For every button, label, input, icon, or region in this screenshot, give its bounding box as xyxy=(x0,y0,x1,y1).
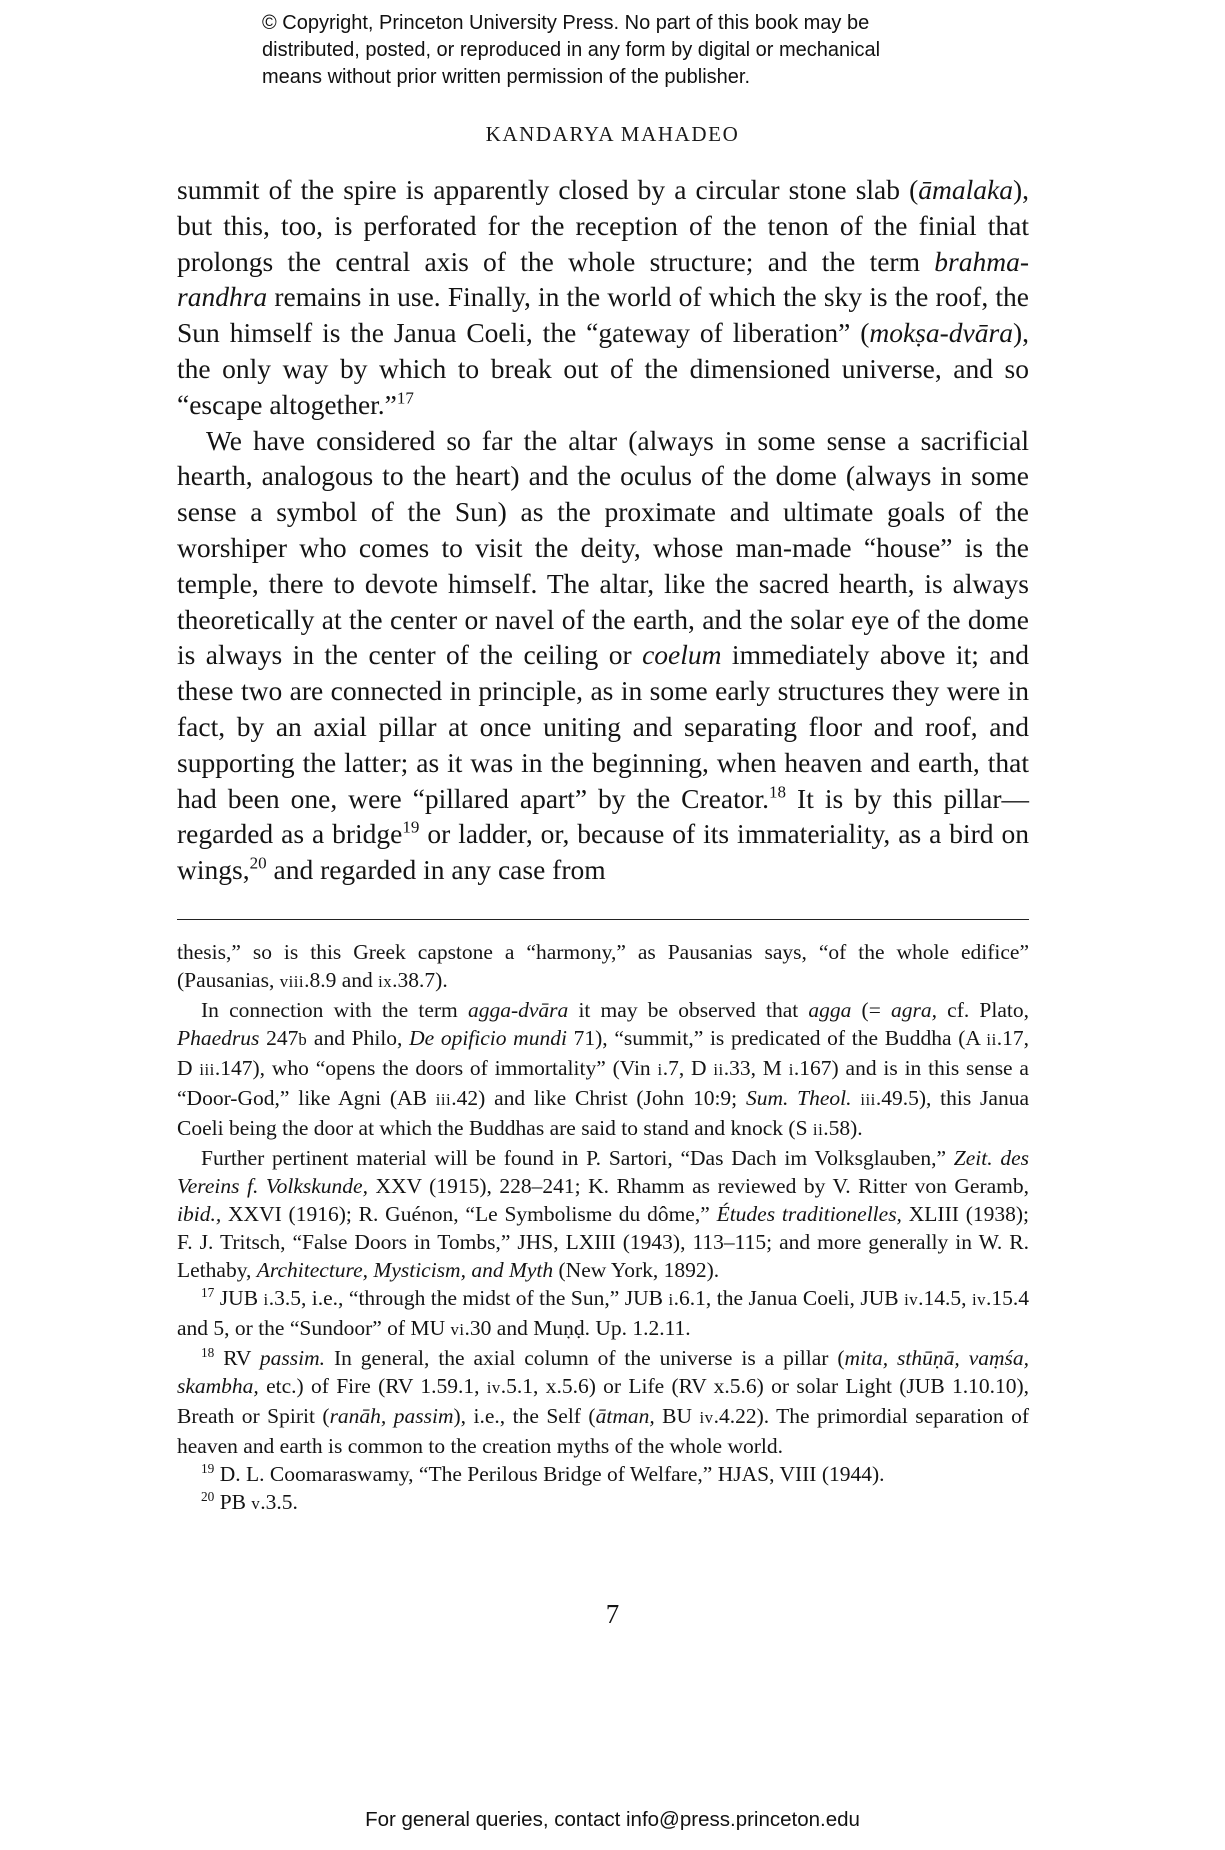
italic-term: coelum xyxy=(642,639,722,671)
footnote-19: $^{19}$ D. L. Coomaraswamy, “The Perilous Bridge of Welfare,” HJAS, VIII (1944). xyxy=(201,1460,885,1486)
paragraph: We have considered so far the altar (always in some sense a sacrificial hearth, analogous to the heart) and the oculus of the dome (always in some sense a symbol of the Sun) as the proximate and ultimate goals of the worshiper who comes to visit the deity, whose man-made “house” is the temple, there to devote himself. The altar, like the sacred hearth, is always theoretically at the center or navel of the earth, and the solar eye of the dome is always in the center of the ceiling or coelum immediately above it; and these two are connected in principle, as in some early structures they were in fact, by an axial pillar at once uniting and separating floor and roof, and supporting the latter; as it was in the beginning, when heaven and earth, that had been one, were “pillared apart” by the Creator.$^{18}$ It is by this pillar—regarded as a bridge$^{19}$ or ladder, or, because of its immateriality, as a bird on wings,$^{20}$ and regarded in any case from xyxy=(177,424,1029,886)
copyright-notice xyxy=(262,10,962,91)
footnote-number: 18 xyxy=(201,1344,215,1360)
footnote-number: 20 xyxy=(201,1488,215,1504)
footnote-divider xyxy=(177,919,1029,920)
copyright-line: © Copyright, Princeton University Press. No part of this book may be xyxy=(262,12,870,34)
footnote-marker: 20 xyxy=(249,853,267,873)
footer-contact: For general queries, contact info@press.princeton.edu xyxy=(365,1808,860,1831)
footnote-marker: 17 xyxy=(396,388,414,408)
footnote-17: $^{17}$ JUB i.3.5, i.e., “through the midst of the Sun,” JUB i.6.1, the Janua Coeli, JUB iv.14.5, iv.15.4 and 5, or the “Sundoor” of MU vi.30 and Muṇḍ. Up. 1.2.11. xyxy=(177,1284,1030,1340)
footnote: In connection with the term agga-dvāra it may be observed that agga (= agra, cf. Plato, Phaedrus 247b and Philo, De opificio mundi 71), “summit,” is predicated of the Buddha (A ii.17, D iii.147), who “opens the doors of immortality” (Vin i.7, D ii.33, M i.167) and is in this sense a “Door-God,” like Agni (AB iii.42) and like Christ (John 10:9; Sum. Theol. iii.49.5), this Janua Coeli being the door at which the Buddhas are said to stand and knock (S ii.58). xyxy=(177,998,1029,1140)
paragraph: summit of the spire is apparently closed by a circular stone slab (āmalaka), but this, too, is perforated for the reception of the tenon of the finial that prolongs the central axis of the whole structure; and the term brahma-randhra remains in use. Finally, in the world of which the sky is the roof, the Sun himself is the Janua Coeli, the “gateway of liberation” (mokṣa-dvāra), the only way by which to break out of the dimensioned universe, and so “escape altogether.”$^{17}$ xyxy=(177,174,1029,420)
copyright-line: means without prior written permission of the publisher. xyxy=(262,66,751,88)
page-number: 7 xyxy=(605,1599,620,1629)
footnote: thesis,” so is this Greek capstone a “harmony,” as Pausanias says, “of the whole edifice” (Pausanias, viii.8.9 and ix.38.7). xyxy=(177,940,1029,992)
footnote-18: $^{18}$ RV passim. In general, the axial column of the universe is a pillar (mita, sthūṇā, vaṃśa, skambha, etc.) of Fire (RV 1.59.1, iv.5.1, x.5.6) or Life (RV x.5.6) or solar Light (JUB 1.10.10), Breath or Spirit (ranāh, passim), i.e., the Self (ātman, BU iv.4.22). The primordial separation of heaven and earth is common to the creation myths of the whole world. xyxy=(177,1344,1030,1458)
italic-term: brahma-randhra xyxy=(177,245,1029,313)
footnote-marker: 19 xyxy=(402,817,420,837)
italic-term: āmalaka xyxy=(918,174,1013,205)
footnote: Further pertinent material will be found in P. Sartori, “Das Dach im Volksglauben,” Zeit. des Vereins f. Volkskunde, XXV (1915), 228–241; K. Rhamm as reviewed by V. Ritter von Geramb, ibid., XXVI (1916); R. Guénon, “Le Symbolisme du dôme,” Études traditionelles, XLIII (1938); F. J. Tritsch, “False Doors in Tombs,” JHS, LXIII (1943), 113–115; and more generally in W. R. Lethaby, Architecture, Mysticism, and Myth (New York, 1892). xyxy=(177,1146,1029,1282)
italic-term: mokṣa-dvāra xyxy=(869,317,1013,349)
footnote-20: $^{20}$ PB v.3.5. xyxy=(201,1488,298,1514)
copyright-line: distributed, posted, or reproduced in any form by digital or mechanical xyxy=(262,39,881,61)
main-text xyxy=(177,172,1029,888)
footnote-number: 17 xyxy=(201,1284,215,1300)
running-head: KANDARYA MAHADEO xyxy=(485,122,740,146)
footnote-number: 19 xyxy=(201,1460,215,1476)
footnotes xyxy=(177,938,1029,1518)
footnote-marker: 18 xyxy=(769,781,787,801)
